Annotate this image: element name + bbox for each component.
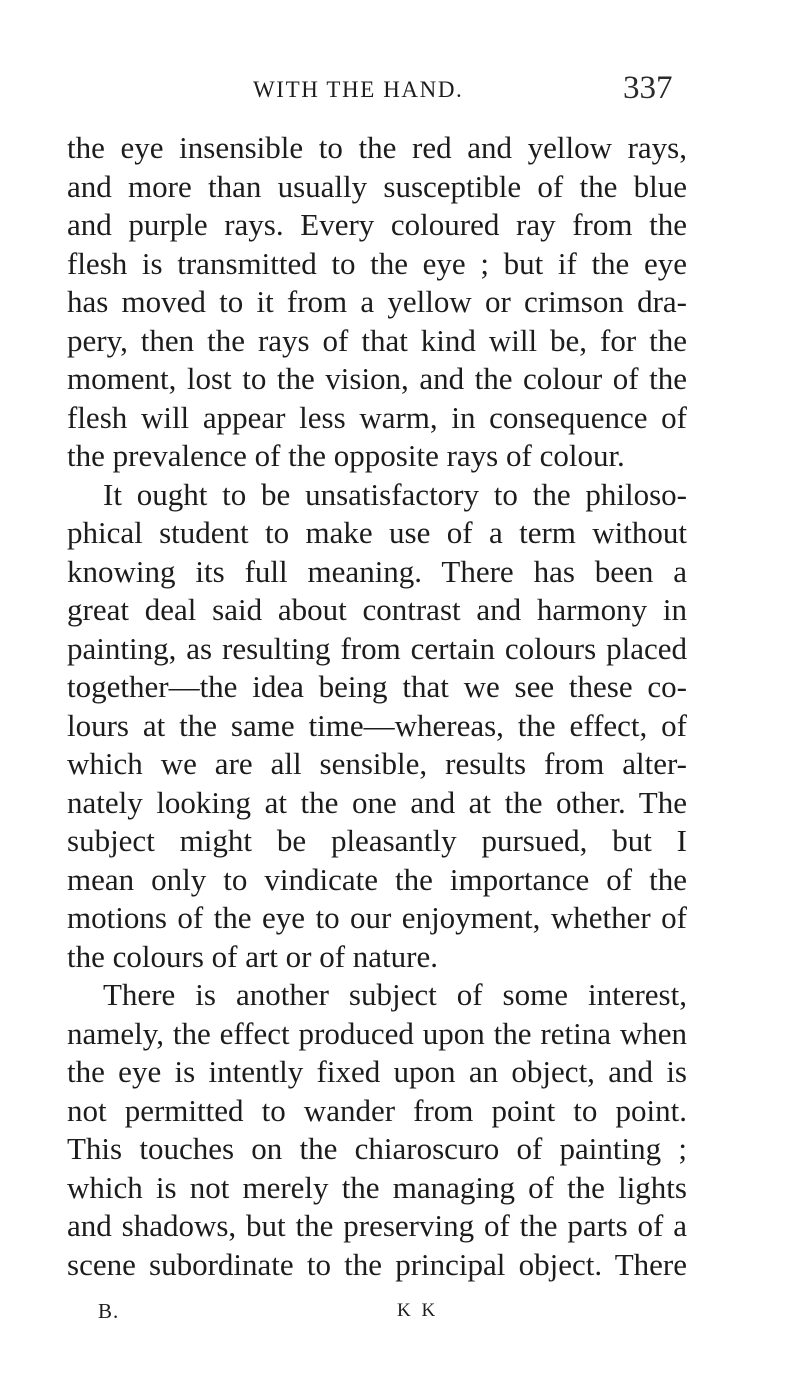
paragraph-start-line: It ought to be unsatisfactory to the philoso-: [103, 476, 687, 512]
page-number: 337: [623, 70, 673, 106]
text-line: phical student to make use of a term without: [67, 515, 687, 550]
paragraph-start-line: There is another subject of some interest,: [103, 977, 687, 1012]
text-line: which we are all sensible, results from alter-: [67, 746, 687, 781]
text-line: great deal said about contrast and harmony in: [67, 592, 687, 627]
gathering-mark: K K: [397, 1300, 439, 1321]
text-line: the eye is intently fixed upon an object, and is: [67, 1054, 687, 1089]
text-line: and purple rays. Every coloured ray from the: [67, 207, 687, 242]
text-line: scene subordinate to the principal object. There: [67, 1246, 687, 1282]
text-line: motions of the eye to our enjoyment, whether of: [67, 900, 687, 935]
text-line: and shadows, but the preserving of the parts of a: [67, 1208, 687, 1243]
text-line: has moved to it from a yellow or crimson dra-: [67, 284, 687, 319]
text-line: lours at the same time—whereas, the effect, of: [67, 707, 687, 743]
signature-mark: B.: [98, 1299, 120, 1323]
text-line: the eye insensible to the red and yellow rays,: [67, 130, 687, 165]
text-line: the colours of art or of nature.: [67, 938, 439, 974]
text-line: not permitted to wander from point to point.: [67, 1092, 687, 1128]
text-line: namely, the effect produced upon the retina when: [67, 1015, 687, 1051]
text-line: painting, as resulting from certain colours placed: [67, 630, 687, 666]
text-line: together—the idea being that we see these co-: [67, 669, 687, 704]
text-line: pery, then the rays of that kind will be, for the: [67, 322, 687, 358]
text-line: which is not merely the managing of the lights: [67, 1169, 687, 1205]
text-line: and more than usually susceptible of the blue: [67, 168, 687, 204]
running-title: WITH THE HAND.: [253, 77, 464, 102]
page-footer: [0, 1298, 800, 1328]
text-line: mean only to vindicate the importance of the: [67, 861, 687, 897]
text-line: flesh is transmitted to the eye ; but if the eye: [67, 245, 687, 281]
text-line: This touches on the chiaroscuro of painting ;: [67, 1131, 687, 1166]
text-line: the prevalence of the opposite rays of colour.: [67, 438, 625, 473]
text-line: moment, lost to the vision, and the colour of the: [67, 361, 687, 396]
text-line: nately looking at the one and at the other. The: [67, 784, 687, 820]
running-head: [0, 70, 800, 116]
text-line: subject might be pleasantly pursued, but I: [67, 823, 687, 858]
text-line: flesh will appear less warm, in consequence of: [67, 399, 687, 435]
text-line: knowing its full meaning. There has been a: [67, 553, 687, 589]
